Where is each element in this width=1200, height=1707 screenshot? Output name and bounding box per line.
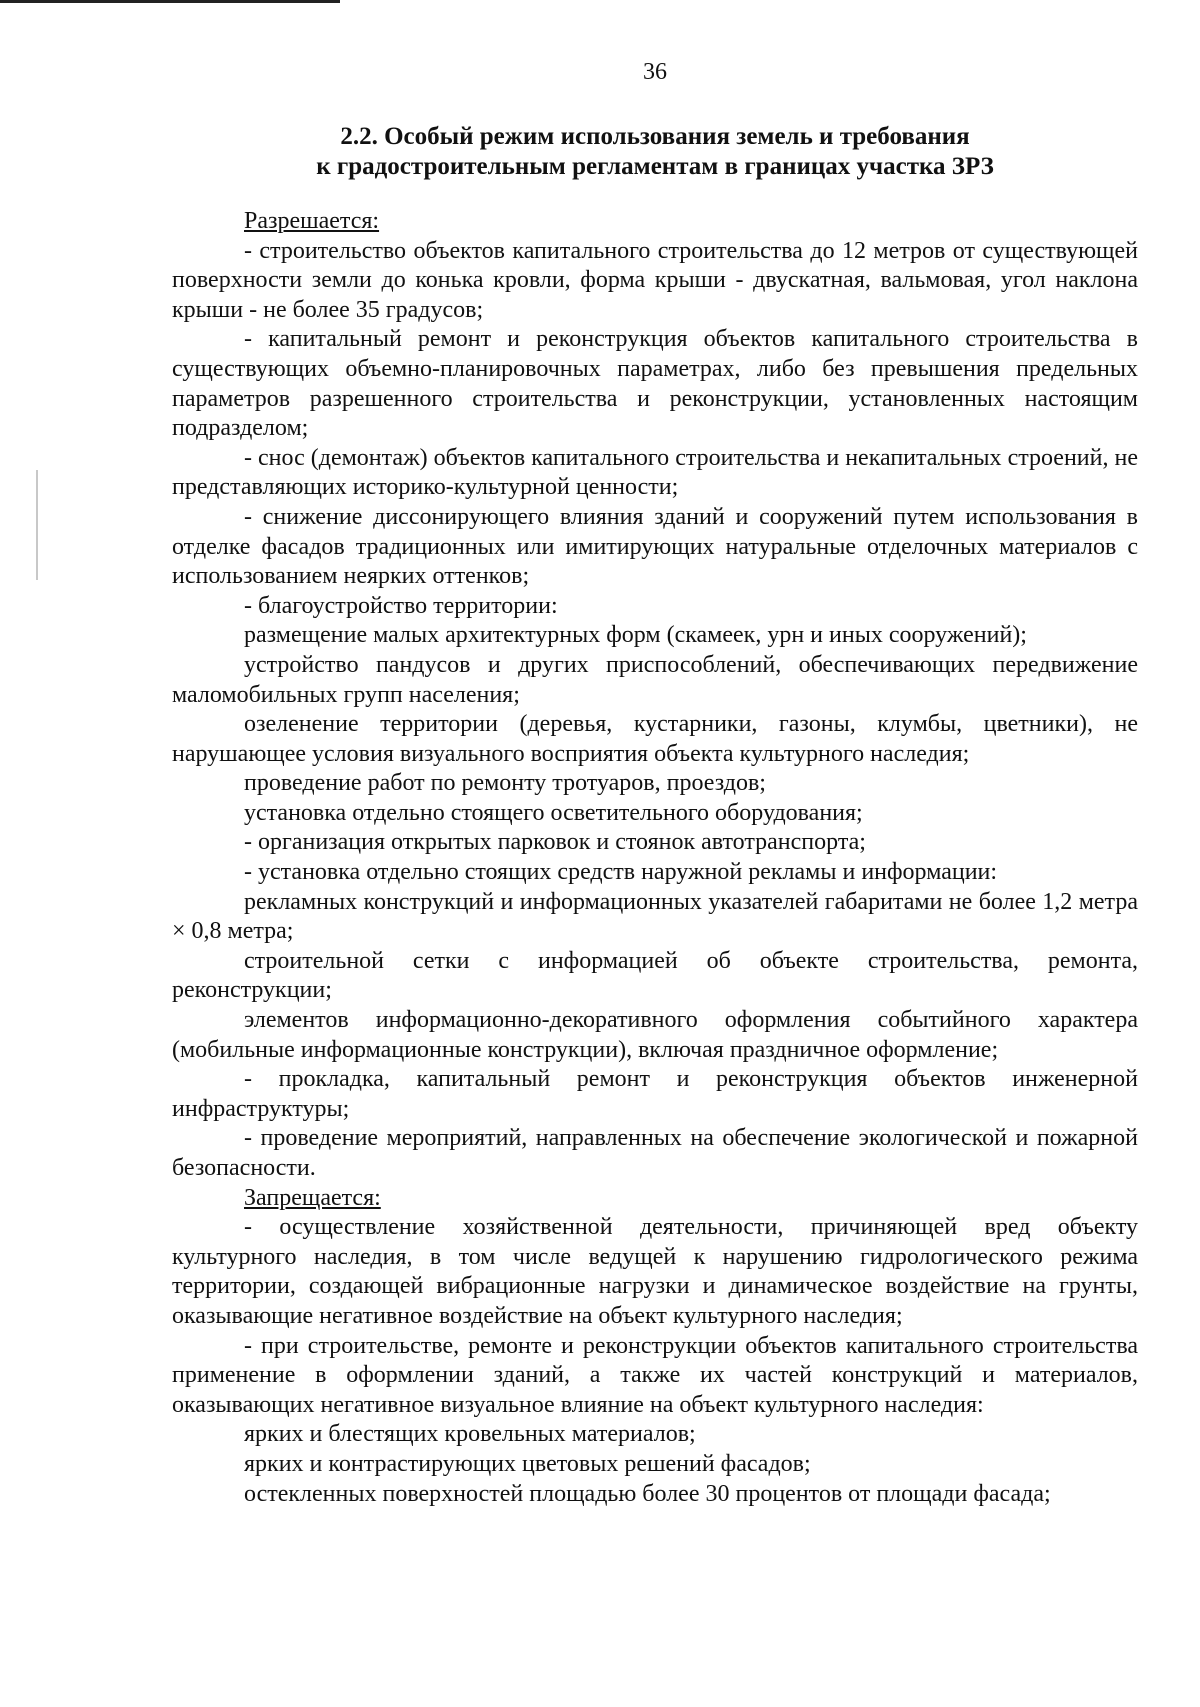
allowed-item: установка отдельно стоящего осветительного оборудования; xyxy=(244,799,863,826)
scan-edge-line xyxy=(0,0,340,3)
forbidden-item: - при строительстве, ремонте и реконструкции объектов капитального строительства применение в оформлении зданий, а также их частей конструкций и материалов, оказывающих негативное визуальное влияние на объект культурного наследия: xyxy=(172,1332,1138,1418)
allowed-item: - организация открытых парковок и стоянок автотранспорта; xyxy=(244,829,866,856)
allowed-item: озеленение территории (деревья, кустарники, газоны, клумбы, цветники), не нарушающее условия визуального восприятия объекта культурного наследия; xyxy=(172,711,1138,767)
allowed-item: рекламных конструкций и информационных указателей габаритами не более 1,2 метра × 0,8 метра; xyxy=(172,888,1138,945)
section-heading-line-1: 2.2. Особый режим использования земель и требования xyxy=(340,123,970,150)
allowed-item: размещение малых архитектурных форм (скамеек, урн и иных сооружений); xyxy=(244,622,1027,649)
allowed-item: - капитальный ремонт и реконструкция объектов капитального строительства в существующих объемно-планировочных параметрах, либо без превышения предельных параметров разрешенного строительства и реконструкции, установленных настоящим подразделом; xyxy=(172,326,1138,442)
forbidden-item: ярких и контрастирующих цветовых решений фасадов; xyxy=(244,1450,811,1477)
allowed-item: - установка отдельно стоящих средств наружной рекламы и информации: xyxy=(244,859,998,886)
section-heading-line-2: к градостроительным регламентам в границах участка ЗРЗ xyxy=(316,153,994,180)
allowed-item: - проведение мероприятий, направленных на обеспечение экологической и пожарной безопасности. xyxy=(172,1125,1138,1181)
allowed-item: элементов информационно-декоративного оформления событийного характера (мобильные информационные конструкции), включая праздничное оформление; xyxy=(172,1007,1138,1063)
allowed-item: строительной сетки с информацией об объекте строительства, ремонта, реконструкции; xyxy=(172,947,1138,1004)
forbidden-item: - осуществление хозяйственной деятельности, причиняющей вред объекту культурного наследия, в том числе ведущей к нарушению гидрологического режима территории, создающей вибрационные нагрузки и динамическое воздействие на грунты, оказывающие негативное воздействие на объект культурного наследия; xyxy=(172,1214,1138,1329)
allowed-item: устройство пандусов и других приспособлений, обеспечивающих передвижение маломобильных групп населения; xyxy=(172,651,1138,708)
allowed-item: - строительство объектов капитального строительства до 12 метров от существующей поверхности земли до конька кровли, форма крыши - двускатная, вальмовая, угол наклона крыши - не более 35 градусов; xyxy=(172,237,1138,323)
forbidden-item: ярких и блестящих кровельных материалов; xyxy=(244,1421,696,1448)
document-body xyxy=(172,207,1138,1509)
allowed-item: - благоустройство территории: xyxy=(244,592,558,619)
scan-margin-mark xyxy=(36,470,38,580)
allowed-item: - снос (демонтаж) объектов капитального строительства и некапитальных строений, не представляющих историко-культурной ценности; xyxy=(172,444,1138,501)
allowed-label: Разрешается: xyxy=(244,208,380,234)
page-number: 36 xyxy=(643,59,667,85)
allowed-item: проведение работ по ремонту тротуаров, проездов; xyxy=(244,770,766,797)
section-heading xyxy=(172,122,1138,182)
forbidden-item: остекленных поверхностей площадью более 30 процентов от площади фасада; xyxy=(244,1480,1051,1507)
allowed-item: - прокладка, капитальный ремонт и реконструкция объектов инженерной инфраструктуры; xyxy=(172,1066,1138,1122)
forbidden-label: Запрещается: xyxy=(244,1184,381,1211)
allowed-item: - снижение диссонирующего влияния зданий и сооружений путем использования в отделке фасадов традиционных или имитирующих натуральные отделочных материалов с использованием неярких оттенков; xyxy=(172,503,1138,590)
